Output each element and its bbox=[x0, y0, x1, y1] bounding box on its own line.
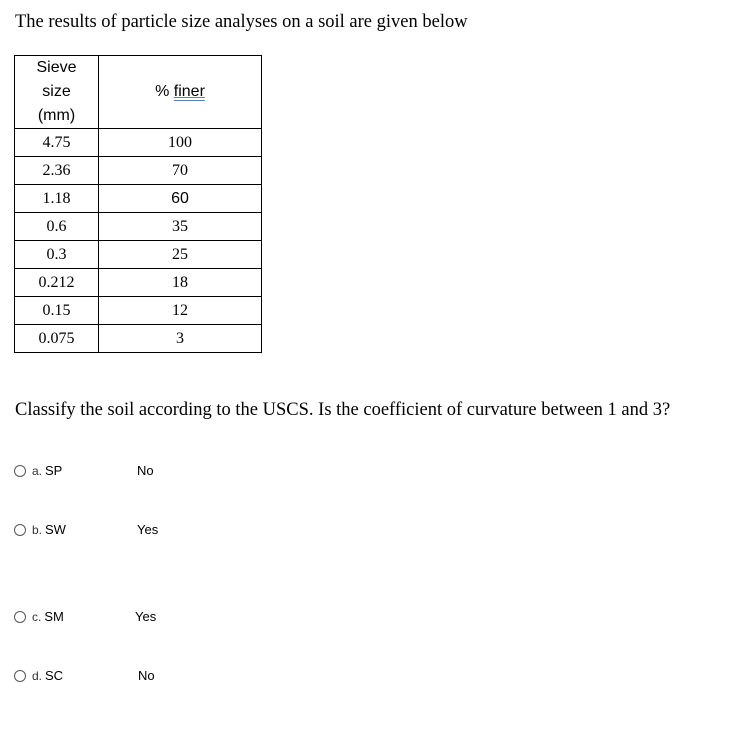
percent-finer-header bbox=[99, 56, 262, 129]
option-text: SP bbox=[45, 463, 63, 478]
finer-header-prefix: % bbox=[155, 83, 174, 100]
option-a[interactable] bbox=[14, 463, 62, 478]
table-header-row bbox=[15, 56, 262, 129]
option-b-answer: Yes bbox=[137, 522, 159, 537]
intro-text: The results of particle size analyses on a soil are given below bbox=[15, 12, 468, 32]
option-text: SW bbox=[45, 522, 66, 537]
sieve-size-cell: 0.6 bbox=[15, 213, 99, 241]
percent-finer-cell: 60 bbox=[99, 185, 262, 213]
option-c-answer: Yes bbox=[135, 609, 157, 624]
sieve-size-cell: 1.18 bbox=[15, 185, 99, 213]
table-row bbox=[15, 157, 262, 185]
option-d-answer: No bbox=[138, 668, 155, 683]
radio-button-icon[interactable] bbox=[14, 611, 26, 623]
percent-finer-cell: 25 bbox=[99, 241, 262, 269]
sieve-size-cell: 0.075 bbox=[15, 325, 99, 353]
table-row bbox=[15, 297, 262, 325]
radio-button-icon[interactable] bbox=[14, 465, 26, 477]
sieve-size-cell: 0.15 bbox=[15, 297, 99, 325]
sieve-header-line3: (mm) bbox=[37, 107, 76, 124]
percent-finer-cell: 100 bbox=[99, 129, 262, 157]
sieve-size-cell: 0.212 bbox=[15, 269, 99, 297]
table-row bbox=[15, 185, 262, 213]
table-row bbox=[15, 213, 262, 241]
sieve-size-cell: 0.3 bbox=[15, 241, 99, 269]
finer-header-word: finer bbox=[173, 83, 205, 100]
question-text: Classify the soil according to the USCS. Is the coefficient of curvature between 1 and 3? bbox=[15, 400, 671, 420]
option-text: SM bbox=[44, 609, 64, 624]
radio-button-icon[interactable] bbox=[14, 670, 26, 682]
table-row bbox=[15, 325, 262, 353]
percent-finer-cell: 12 bbox=[99, 297, 262, 325]
percent-finer-cell: 35 bbox=[99, 213, 262, 241]
percent-finer-cell: 70 bbox=[99, 157, 262, 185]
option-b[interactable] bbox=[14, 522, 66, 537]
percent-finer-cell: 3 bbox=[99, 325, 262, 353]
table-row bbox=[15, 241, 262, 269]
sieve-size-header bbox=[15, 56, 99, 129]
option-letter: b. bbox=[32, 522, 43, 537]
radio-button-icon[interactable] bbox=[14, 524, 26, 536]
option-c[interactable] bbox=[14, 609, 64, 624]
option-text: SC bbox=[45, 668, 64, 683]
option-a-answer: No bbox=[137, 463, 154, 478]
sieve-analysis-table bbox=[14, 55, 262, 353]
option-d[interactable] bbox=[14, 668, 63, 683]
option-letter: c. bbox=[32, 609, 42, 624]
table-row bbox=[15, 129, 262, 157]
sieve-size-cell: 2.36 bbox=[15, 157, 99, 185]
percent-finer-cell: 18 bbox=[99, 269, 262, 297]
sieve-size-cell: 4.75 bbox=[15, 129, 99, 157]
table-row bbox=[15, 269, 262, 297]
sieve-header-line2: size bbox=[42, 83, 71, 100]
option-letter: a. bbox=[32, 463, 43, 478]
option-letter: d. bbox=[32, 668, 43, 683]
sieve-header-line1: Sieve bbox=[36, 59, 77, 76]
